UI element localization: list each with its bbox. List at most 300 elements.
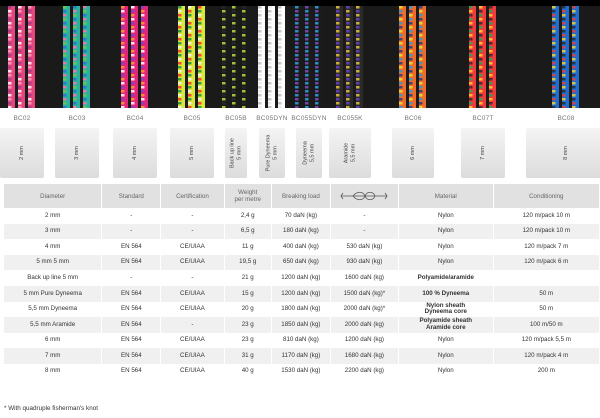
rope-braid-mark — [178, 74, 182, 77]
rope-braid-mark — [198, 74, 202, 77]
rope-braid-mark — [479, 74, 483, 77]
rope-braid-mark — [552, 46, 556, 49]
rope-braid-mark — [28, 102, 32, 105]
rope-braid-mark — [305, 26, 309, 29]
rope-braid-mark — [572, 94, 576, 97]
rope-braid-mark — [315, 6, 319, 9]
cell-breaking: 180 daN (kg) — [271, 224, 330, 240]
rope-braid-mark — [232, 50, 236, 53]
rope-braid-mark — [315, 58, 319, 61]
rope-braid-mark — [469, 70, 473, 73]
rope-braid-mark — [83, 102, 87, 105]
rope-braid-mark — [198, 70, 202, 73]
cell-knot: - — [330, 224, 398, 240]
rope-braid-mark — [73, 42, 77, 45]
rope-braid-mark — [258, 46, 262, 49]
rope-braid-mark — [336, 10, 340, 13]
rope-braid-mark — [73, 74, 77, 77]
rope-braid-mark — [278, 74, 282, 77]
rope-braid-mark — [469, 14, 473, 17]
rope-braid-mark — [83, 34, 87, 37]
rope-braid-mark — [356, 30, 360, 33]
rope-braid-mark — [409, 106, 413, 108]
rope-braid-mark — [399, 46, 403, 49]
cell-standard: EN 564 — [102, 348, 161, 364]
product-code: BC07T — [472, 115, 494, 122]
rope-braid-mark — [178, 50, 182, 53]
rope-braid-mark — [18, 78, 22, 81]
rope-strand — [232, 6, 239, 108]
rope-braid-mark — [315, 42, 319, 45]
rope-braid-mark — [131, 94, 135, 97]
rope-braid-mark — [178, 22, 182, 25]
rope-braid-mark — [268, 74, 272, 77]
rope-braid-mark — [278, 46, 282, 49]
rope-braid-mark — [222, 106, 226, 108]
rope-braid-mark — [121, 34, 125, 37]
rope-braid-mark — [18, 38, 22, 41]
cell-standard: EN 564 — [102, 255, 161, 271]
rope-strand — [28, 6, 35, 108]
rope-braid-mark — [121, 14, 125, 17]
rope-braid-mark — [346, 54, 350, 57]
rope-braid-mark — [315, 26, 319, 29]
rope-braid-mark — [18, 46, 22, 49]
rope-braid-mark — [73, 54, 77, 57]
rope-braid-mark — [232, 94, 236, 97]
rope-braid-mark — [479, 78, 483, 81]
rope-braid-mark — [399, 14, 403, 17]
rope-braid-mark — [8, 42, 12, 45]
rope-braid-mark — [469, 66, 473, 69]
rope-braid-mark — [28, 46, 32, 49]
rope-braid-mark — [572, 90, 576, 93]
rope-braid-mark — [336, 6, 340, 9]
rope-braid-mark — [222, 74, 226, 77]
rope-strand — [399, 6, 406, 108]
rope-braid-mark — [572, 54, 576, 57]
rope-braid-mark — [278, 6, 282, 9]
rope-braid-mark — [346, 78, 350, 81]
rope-braid-mark — [63, 94, 67, 97]
rope-braid-mark — [356, 46, 360, 49]
diameter-label — [410, 146, 417, 160]
rope-braid-mark — [489, 66, 493, 69]
rope-braid-mark — [419, 50, 423, 53]
cell-breaking: 1200 daN (kg) — [271, 286, 330, 302]
rope-braid-mark — [278, 14, 282, 17]
rope-braid-mark — [222, 78, 226, 81]
rope-braid-mark — [572, 102, 576, 105]
diameter-label-line: 6 mm — [409, 146, 416, 160]
rope-braid-mark — [188, 22, 192, 25]
rope-braid-mark — [419, 86, 423, 89]
diameter-label-line: 7 mm — [479, 146, 486, 160]
rope-braid-mark — [178, 106, 182, 108]
rope-braid-mark — [278, 34, 282, 37]
cell-knot: - — [330, 208, 398, 224]
rope-braid-mark — [469, 26, 473, 29]
rope-braid-mark — [18, 98, 22, 101]
rope-braid-mark — [242, 42, 246, 45]
rope-braid-mark — [315, 102, 319, 105]
cell-knot: 1500 daN (kg)* — [330, 286, 398, 302]
rope-strand — [63, 6, 70, 108]
rope-braid-mark — [188, 54, 192, 57]
rope-braid-mark — [222, 46, 226, 49]
rope-braid-mark — [572, 98, 576, 101]
rope-braid-mark — [83, 58, 87, 61]
rope-braid-mark — [258, 82, 262, 85]
rope-braid-mark — [336, 34, 340, 37]
rope-braid-mark — [8, 66, 12, 69]
diameter-cell — [329, 128, 371, 178]
rope-braid-mark — [562, 50, 566, 53]
rope-braid-mark — [305, 46, 309, 49]
cell-weight: 2,4 g — [224, 208, 271, 224]
rope-braid-mark — [83, 54, 87, 57]
rope-braid-mark — [73, 98, 77, 101]
rope-braid-mark — [131, 22, 135, 25]
rope-braid-mark — [242, 10, 246, 13]
rope-braid-mark — [562, 70, 566, 73]
fishermans-knot-icon — [339, 190, 389, 202]
rope-braid-mark — [188, 102, 192, 105]
rope-braid-mark — [18, 30, 22, 33]
rope-braid-mark — [552, 98, 556, 101]
rope-braid-mark — [28, 70, 32, 73]
product-code: BC04 — [126, 115, 144, 122]
rope-braid-mark — [232, 102, 236, 105]
diameter-label — [480, 146, 487, 160]
rope-braid-mark — [188, 58, 192, 61]
rope-braid-mark — [278, 66, 282, 69]
rope-braid-mark — [409, 14, 413, 17]
rope-braid-mark — [295, 82, 299, 85]
rope-braid-mark — [489, 22, 493, 25]
cell-cert: CE/UIAA — [161, 239, 224, 255]
rope-braid-mark — [336, 106, 340, 108]
rope-braid-mark — [489, 10, 493, 13]
rope-braid-mark — [278, 86, 282, 89]
rope-braid-mark — [356, 78, 360, 81]
cell-cert: CE/UIAA — [161, 364, 224, 380]
header-weight — [224, 184, 271, 208]
rope-braid-mark — [346, 70, 350, 73]
rope-braid-mark — [63, 30, 67, 33]
rope-braid-mark — [409, 78, 413, 81]
rope-braid-mark — [315, 74, 319, 77]
rope-braid-mark — [83, 66, 87, 69]
rope-braid-mark — [552, 22, 556, 25]
rope-braid-mark — [489, 98, 493, 101]
rope-braid-mark — [552, 30, 556, 33]
rope-braid-mark — [399, 62, 403, 65]
rope-braid-mark — [469, 106, 473, 108]
rope-braid-mark — [73, 34, 77, 37]
rope-braid-mark — [222, 50, 226, 53]
cell-cond: 50 m — [493, 302, 599, 318]
rope-braid-mark — [18, 86, 22, 89]
rope-braid-mark — [562, 34, 566, 37]
rope-braid-mark — [131, 58, 135, 61]
rope-braid-mark — [121, 86, 125, 89]
rope-braid-mark — [572, 10, 576, 13]
rope-braid-mark — [188, 6, 192, 9]
rope-braid-mark — [489, 38, 493, 41]
rope-braid-mark — [83, 78, 87, 81]
rope-braid-mark — [178, 18, 182, 21]
rope-braid-mark — [73, 30, 77, 33]
cell-breaking: 1850 daN (kg) — [271, 317, 330, 333]
cell-diameter: 8 mm — [4, 364, 102, 380]
rope-braid-mark — [268, 62, 272, 65]
rope-braid-mark — [572, 6, 576, 9]
rope-braid-mark — [562, 102, 566, 105]
rope-braid-mark — [28, 58, 32, 61]
rope-braid-mark — [232, 90, 236, 93]
cell-weight: 31 g — [224, 348, 271, 364]
rope-braid-mark — [479, 54, 483, 57]
rope-braid-mark — [315, 78, 319, 81]
rope-braid-mark — [295, 106, 299, 108]
rope-braid-mark — [8, 90, 12, 93]
rope-braid-mark — [295, 86, 299, 89]
rope-braid-mark — [356, 102, 360, 105]
rope-braid-mark — [409, 58, 413, 61]
rope-braid-mark — [419, 22, 423, 25]
rope-braid-mark — [572, 70, 576, 73]
rope-braid-mark — [409, 98, 413, 101]
rope-braid-mark — [268, 34, 272, 37]
rope-braid-mark — [469, 86, 473, 89]
rope-braid-mark — [399, 82, 403, 85]
rope-braid-mark — [336, 102, 340, 105]
rope-braid-mark — [198, 6, 202, 9]
rope-braid-mark — [188, 70, 192, 73]
cell-material: 100 % Dyneema — [398, 286, 493, 302]
rope-braid-mark — [258, 66, 262, 69]
rope-braid-mark — [562, 22, 566, 25]
rope-braid-mark — [419, 90, 423, 93]
rope-strand — [305, 6, 312, 108]
rope-braid-mark — [346, 90, 350, 93]
cell-standard: EN 564 — [102, 333, 161, 349]
rope-braid-mark — [188, 34, 192, 37]
rope-braid-mark — [315, 62, 319, 65]
rope-braid-mark — [242, 66, 246, 69]
rope-braid-mark — [469, 82, 473, 85]
rope-braid-mark — [336, 66, 340, 69]
rope-braid-mark — [242, 46, 246, 49]
rope-braid-mark — [258, 54, 262, 57]
cell-diameter: 5 mm 5 mm — [4, 255, 102, 271]
rope-braid-mark — [552, 78, 556, 81]
rope-braid-mark — [562, 66, 566, 69]
rope-braid-mark — [469, 38, 473, 41]
rope-braid-mark — [188, 46, 192, 49]
rope-braid-mark — [141, 106, 145, 108]
rope-braid-mark — [178, 58, 182, 61]
table-row — [4, 255, 600, 271]
rope-braid-mark — [409, 26, 413, 29]
rope-braid-mark — [479, 62, 483, 65]
rope-braid-mark — [278, 98, 282, 101]
rope-braid-mark — [188, 106, 192, 108]
rope-braid-mark — [141, 50, 145, 53]
rope-braid-mark — [121, 90, 125, 93]
header-weight-line1: Weight — [238, 189, 258, 196]
rope-braid-mark — [222, 18, 226, 21]
rope-braid-mark — [315, 70, 319, 73]
rope-braid-mark — [121, 94, 125, 97]
rope-braid-mark — [278, 54, 282, 57]
rope-braid-mark — [222, 102, 226, 105]
rope-braid-mark — [28, 74, 32, 77]
rope-braid-mark — [121, 42, 125, 45]
rope-braid-mark — [336, 26, 340, 29]
rope-braid-mark — [346, 34, 350, 37]
rope-braid-mark — [178, 62, 182, 65]
rope-braid-mark — [409, 102, 413, 105]
cell-weight: 15 g — [224, 286, 271, 302]
diameter-label-line: 3 mm — [73, 146, 80, 160]
rope-braid-mark — [242, 74, 246, 77]
rope-braid-mark — [346, 58, 350, 61]
rope-braid-mark — [305, 78, 309, 81]
rope-braid-mark — [552, 74, 556, 77]
rope-braid-mark — [121, 70, 125, 73]
rope-braid-mark — [28, 98, 32, 101]
rope-braid-mark — [28, 86, 32, 89]
rope-braid-mark — [409, 50, 413, 53]
rope-braid-mark — [83, 98, 87, 101]
rope-braid-mark — [419, 74, 423, 77]
rope-braid-mark — [399, 22, 403, 25]
rope-braid-mark — [63, 54, 67, 57]
cell-knot: 530 daN (kg) — [330, 239, 398, 255]
diameter-label-line: 8 mm — [562, 146, 569, 160]
rope-braid-mark — [268, 78, 272, 81]
rope-braid-mark — [222, 34, 226, 37]
rope-braid-mark — [315, 106, 319, 108]
rope-braid-mark — [63, 38, 67, 41]
rope-braid-mark — [198, 86, 202, 89]
rope-braid-mark — [268, 26, 272, 29]
cell-weight: 20 g — [224, 302, 271, 318]
cell-weight: 23 g — [224, 317, 271, 333]
rope-braid-mark — [562, 82, 566, 85]
rope-strand — [315, 6, 322, 108]
rope-braid-mark — [479, 18, 483, 21]
rope-braid-mark — [178, 30, 182, 33]
rope-braid-mark — [562, 42, 566, 45]
rope-braid-mark — [552, 38, 556, 41]
rope-braid-mark — [188, 38, 192, 41]
cell-material: Polyamide sheath Aramide core — [398, 317, 493, 333]
cell-cond: 120 m/pack 10 m — [493, 224, 599, 240]
cell-knot: 2000 daN (kg)* — [330, 302, 398, 318]
table-row — [4, 302, 600, 318]
rope-braid-mark — [315, 34, 319, 37]
rope-braid-mark — [469, 94, 473, 97]
rope-strand — [188, 6, 195, 108]
rope-braid-mark — [28, 34, 32, 37]
cell-cert: CE/UIAA — [161, 255, 224, 271]
rope-braid-mark — [83, 22, 87, 25]
rope-braid-mark — [258, 42, 262, 45]
table-row — [4, 224, 600, 240]
rope-braid-mark — [315, 86, 319, 89]
rope-braid-mark — [242, 26, 246, 29]
rope-braid-mark — [232, 30, 236, 33]
rope-braid-mark — [409, 18, 413, 21]
diameter-cell — [461, 128, 505, 178]
rope-braid-mark — [121, 66, 125, 69]
rope-braid-mark — [242, 106, 246, 108]
cell-breaking: 650 daN (kg) — [271, 255, 330, 271]
rope-braid-mark — [131, 66, 135, 69]
rope-braid-mark — [242, 54, 246, 57]
cell-diameter: 7 mm — [4, 348, 102, 364]
rope-braid-mark — [336, 86, 340, 89]
header-breaking-load: Breaking load — [271, 184, 330, 208]
rope-braid-mark — [8, 82, 12, 85]
rope-braid-mark — [258, 94, 262, 97]
rope-braid-mark — [131, 102, 135, 105]
rope-braid-mark — [268, 86, 272, 89]
rope-braid-mark — [572, 34, 576, 37]
rope-braid-mark — [336, 78, 340, 81]
rope-braid-mark — [572, 30, 576, 33]
cell-cert: CE/UIAA — [161, 333, 224, 349]
rope-braid-mark — [83, 26, 87, 29]
rope-braid-mark — [399, 98, 403, 101]
rope-braid-mark — [121, 78, 125, 81]
rope-braid-mark — [572, 86, 576, 89]
rope-braid-mark — [121, 62, 125, 65]
rope-braid-mark — [346, 6, 350, 9]
rope-braid-mark — [479, 6, 483, 9]
rope-braid-mark — [295, 14, 299, 17]
rope-braid-mark — [232, 10, 236, 13]
diameter-label — [303, 141, 316, 165]
cell-cert: - — [161, 208, 224, 224]
rope-braid-mark — [141, 82, 145, 85]
rope-braid-mark — [232, 18, 236, 21]
rope-braid-mark — [222, 42, 226, 45]
diameter-label — [563, 146, 570, 160]
rope-braid-mark — [28, 14, 32, 17]
rope-braid-mark — [346, 46, 350, 49]
rope-braid-mark — [278, 26, 282, 29]
rope-braid-mark — [479, 86, 483, 89]
product-code: BC05 — [183, 115, 201, 122]
rope-braid-mark — [268, 10, 272, 13]
rope-braid-mark — [489, 82, 493, 85]
rope-braid-mark — [8, 54, 12, 57]
rope-braid-mark — [73, 50, 77, 53]
rope-braid-mark — [222, 6, 226, 9]
rope-braid-mark — [141, 26, 145, 29]
rope-strand — [419, 6, 426, 108]
rope-braid-mark — [131, 26, 135, 29]
rope-braid-mark — [131, 34, 135, 37]
rope-braid-mark — [198, 54, 202, 57]
rope-braid-mark — [346, 106, 350, 108]
rope-braid-mark — [178, 94, 182, 97]
rope-braid-mark — [222, 90, 226, 93]
